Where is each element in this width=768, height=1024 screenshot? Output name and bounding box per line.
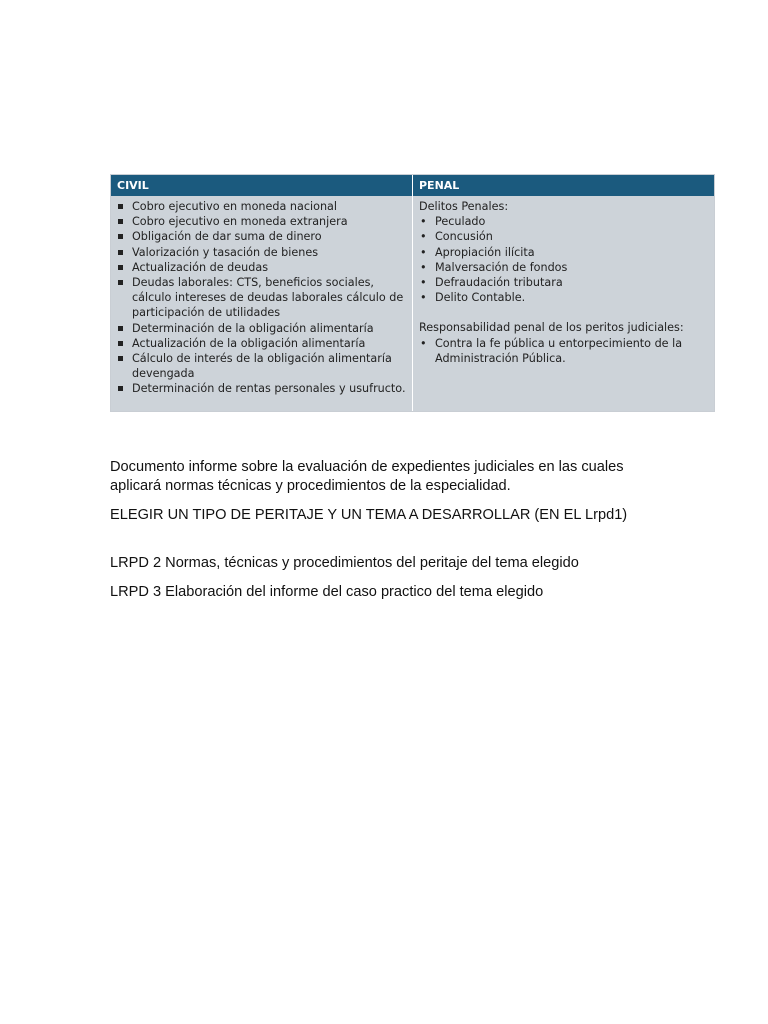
delitos-list-item: • Defraudación tributara <box>419 275 710 290</box>
civil-list-item: Obligación de dar suma de dinero <box>117 229 408 244</box>
delitos-list-item: • Delito Contable. <box>419 290 710 305</box>
intro-paragraph: Documento informe sobre la evaluación de expedientes judiciales en las cuales aplicará normas técnicas y procedimientos de la especialidad. <box>110 459 624 494</box>
responsabilidad-list <box>419 336 710 366</box>
penal-header: PENAL <box>419 179 460 192</box>
peritaje-table <box>110 174 715 412</box>
civil-header: CIVIL <box>111 175 413 196</box>
civil-cell <box>111 196 413 411</box>
delitos-list-item: • Peculado <box>419 214 710 229</box>
civil-list-item: Actualización de deudas <box>117 260 408 275</box>
section-spacer <box>419 305 710 320</box>
civil-list-item: Valorización y tasación de bienes <box>117 245 408 260</box>
delitos-heading: Delitos Penales: <box>419 200 509 213</box>
responsabilidad-list-item: • Contra la fe pública u entorpecimiento de la Administración Pública. <box>419 336 710 366</box>
civil-list-item: Determinación de la obligación alimentaría <box>117 321 408 336</box>
civil-list-item: Cobro ejecutivo en moneda extranjera <box>117 214 408 229</box>
civil-list <box>117 199 408 397</box>
delitos-list-item: • Concusión <box>419 229 710 244</box>
delitos-list-item: • Apropiación ilícita <box>419 245 710 260</box>
table-header-row <box>111 175 714 196</box>
table-body-row <box>111 196 714 411</box>
penal-cell <box>413 196 714 411</box>
lrpd2-paragraph: LRPD 2 Normas, técnicas y procedimientos del peritaje del tema elegido <box>110 555 579 571</box>
instruction-paragraph: ELEGIR UN TIPO DE PERITAJE Y UN TEMA A DESARROLLAR (EN EL Lrpd1) <box>110 507 628 523</box>
civil-list-item: Cálculo de interés de la obligación alimentaría devengada <box>117 351 408 381</box>
delitos-list <box>419 214 710 305</box>
responsabilidad-heading: Responsabilidad penal de los peritos judiciales: <box>419 321 684 335</box>
delitos-list-item: • Malversación de fondos <box>419 260 710 275</box>
civil-list-item: Deudas laborales: CTS, beneficios sociales, cálculo intereses de deudas laborales cálculo de participación de utilidades <box>117 275 408 321</box>
civil-list-item: Cobro ejecutivo en moneda nacional <box>117 199 408 214</box>
civil-list-item: Actualización de la obligación alimentaría <box>117 336 408 351</box>
civil-list-item: Determinación de rentas personales y usufructo. <box>117 381 408 396</box>
lrpd3-paragraph: LRPD 3 Elaboración del informe del caso practico del tema elegido <box>110 584 544 600</box>
